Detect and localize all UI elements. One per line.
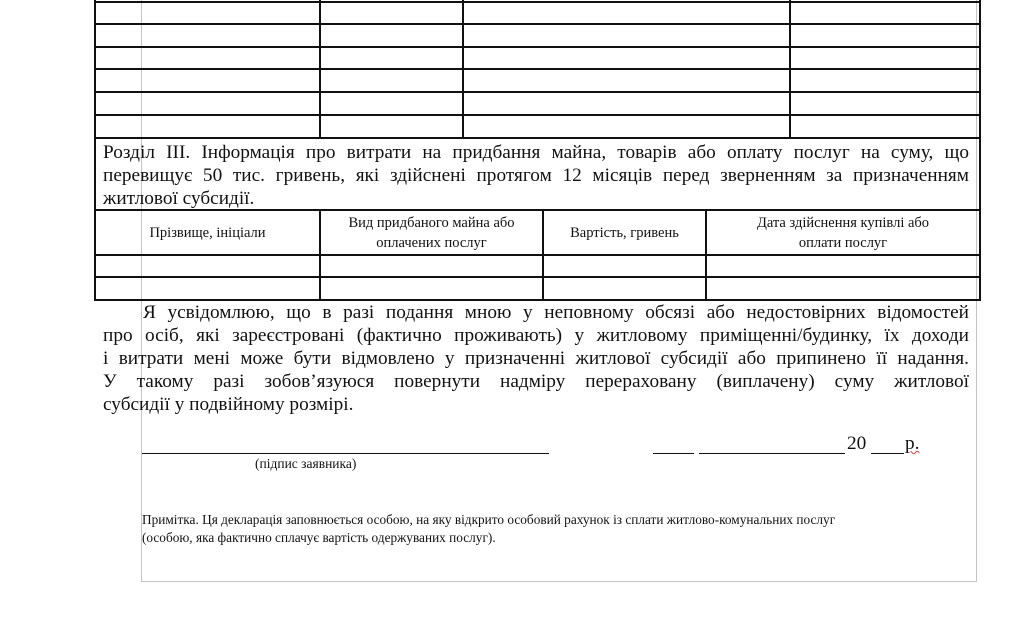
date-day-field[interactable] <box>653 453 694 454</box>
column-header-purchase-date: Дата здійснення купівлі або оплати послуг <box>756 214 930 251</box>
signature-field[interactable] <box>142 453 549 454</box>
declaration-line: про осіб, які зареєстровані (фактично проживають) у житловому приміщенні/будинку, їх доходи <box>103 325 969 346</box>
table-cell[interactable] <box>707 278 979 299</box>
signature-caption: (підпис заявника) <box>255 456 357 471</box>
page-margin-bottom <box>141 581 977 582</box>
table-cell[interactable] <box>321 256 542 276</box>
table-cell[interactable] <box>321 278 542 299</box>
section-3-title <box>103 141 969 210</box>
declaration-line: субсидії у подвійному розмірі. <box>103 394 354 415</box>
section-3-title-line: перевищує 50 тис. гривень, які здійснені протягом 12 місяців перед зверненням за призначенням <box>103 165 969 186</box>
date-year-suffix: р. <box>905 433 920 454</box>
table-cell[interactable] <box>707 256 979 276</box>
table-cell[interactable] <box>544 256 705 276</box>
table-row[interactable] <box>96 93 979 114</box>
table-cell[interactable] <box>96 278 319 299</box>
declaration-line: У такому разі зобов’язуюся повернути надміру перераховану (виплачену) суму житлової <box>103 371 969 392</box>
table-col-line <box>979 0 981 139</box>
declaration-paragraph <box>103 301 969 416</box>
date-year-field[interactable] <box>871 453 904 454</box>
date-year-prefix: 20 <box>847 433 867 454</box>
table-row-line <box>94 1 981 3</box>
table-row[interactable] <box>96 25 979 46</box>
table-cell[interactable] <box>96 256 319 276</box>
column-header-name: Прізвище, ініціали <box>149 224 266 241</box>
footnote-line: (особою, яка фактично сплачує вартість одержуваних послуг). <box>142 530 496 545</box>
section-3-title-line: житлової субсидії. <box>103 188 255 209</box>
footnote <box>142 511 972 547</box>
table-row[interactable] <box>96 48 979 68</box>
declaration-line: і витрати мені може бути відмовлено у призначенні житлової субсидії або припинено її надання. <box>103 348 969 369</box>
table-row[interactable] <box>96 116 979 137</box>
table-row-line <box>94 137 981 139</box>
column-header-cost: Вартість, гривень <box>570 224 679 241</box>
table-row[interactable] <box>96 70 979 91</box>
date-month-field[interactable] <box>699 453 845 454</box>
footnote-line: Примітка. Ця декларація заповнюється особою, на яку відкрито особовий рахунок із сплати житлово-комунальних послуг <box>142 512 836 527</box>
declaration-line: Я усвідомлюю, що в разі подання мною у неповному обсязі або недостовірних відомостей <box>143 302 969 323</box>
column-header-property-type: Вид придбаного майна або оплачених послуг <box>348 214 515 251</box>
table-cell[interactable] <box>544 278 705 299</box>
section-3-title-line: Розділ ІІІ. Інформація про витрати на придбання майна, товарів або оплату послуг на суму, що <box>103 142 969 163</box>
